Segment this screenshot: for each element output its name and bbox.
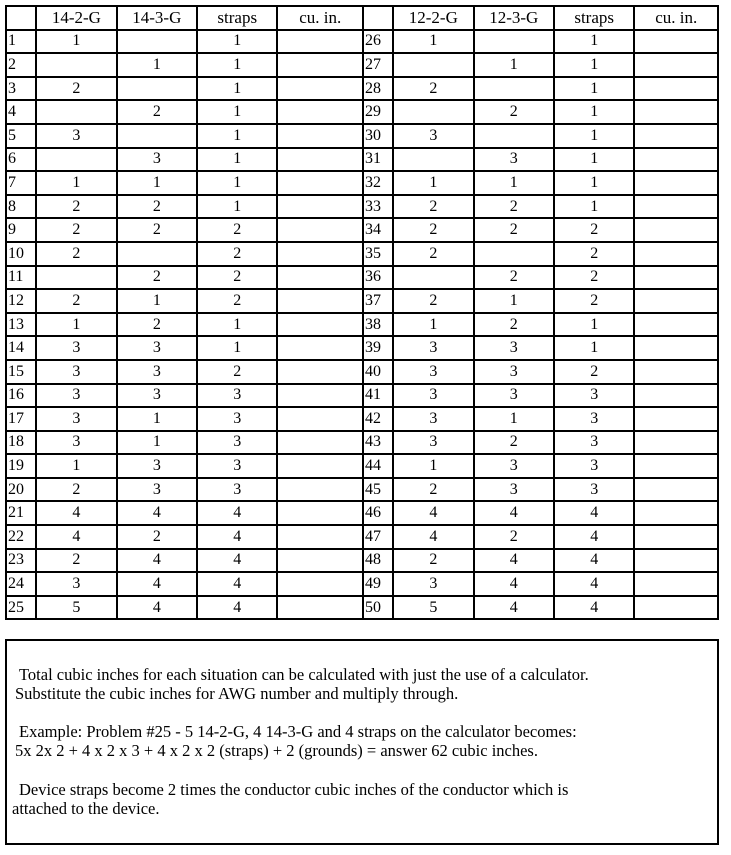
problem-number: 27 (363, 53, 393, 77)
count-12-3-g (474, 124, 554, 148)
count-12-3-g: 1 (474, 171, 554, 195)
problem-number: 16 (6, 384, 36, 408)
count-straps: 4 (554, 501, 634, 525)
count-12-3-g: 4 (474, 572, 554, 596)
cu-in-answer-cell[interactable] (634, 195, 718, 219)
problem-number: 6 (6, 148, 36, 172)
count-straps: 4 (554, 525, 634, 549)
cu-in-answer-cell[interactable] (634, 148, 718, 172)
count-12-2-g (393, 148, 473, 172)
cu-in-answer-cell[interactable] (277, 336, 362, 360)
cu-in-answer-cell[interactable] (634, 77, 718, 101)
count-straps: 3 (197, 407, 277, 431)
count-14-2-g: 2 (36, 242, 116, 266)
problem-number: 24 (6, 572, 36, 596)
count-12-2-g (393, 53, 473, 77)
cu-in-answer-cell[interactable] (634, 572, 718, 596)
cu-in-answer-cell[interactable] (277, 148, 362, 172)
count-12-3-g: 3 (474, 336, 554, 360)
table-row (6, 218, 718, 242)
count-14-2-g: 2 (36, 549, 116, 573)
problem-number: 21 (6, 501, 36, 525)
instructions-box (5, 639, 719, 845)
header-12-3-g: 12-3-G (474, 6, 554, 30)
problem-number: 33 (363, 195, 393, 219)
table-row (6, 242, 718, 266)
problem-number: 50 (363, 596, 393, 620)
count-14-2-g: 2 (36, 478, 116, 502)
cu-in-answer-cell[interactable] (634, 478, 718, 502)
count-straps: 2 (554, 289, 634, 313)
problem-number: 14 (6, 336, 36, 360)
count-12-3-g: 2 (474, 266, 554, 290)
count-straps: 4 (197, 525, 277, 549)
cu-in-answer-cell[interactable] (277, 572, 362, 596)
count-14-3-g: 4 (117, 596, 197, 620)
count-straps: 3 (197, 454, 277, 478)
count-12-3-g: 2 (474, 100, 554, 124)
cu-in-answer-cell[interactable] (634, 549, 718, 573)
table-row (6, 100, 718, 124)
table-row (6, 549, 718, 573)
cu-in-answer-cell[interactable] (634, 266, 718, 290)
problem-number: 3 (6, 77, 36, 101)
problem-number: 2 (6, 53, 36, 77)
cu-in-answer-cell[interactable] (634, 53, 718, 77)
count-14-3-g: 4 (117, 572, 197, 596)
problem-number: 19 (6, 454, 36, 478)
count-12-2-g (393, 100, 473, 124)
count-14-2-g: 3 (36, 572, 116, 596)
header-row (6, 6, 718, 30)
count-14-3-g: 2 (117, 313, 197, 337)
problem-number: 18 (6, 431, 36, 455)
count-14-2-g: 2 (36, 218, 116, 242)
count-12-2-g: 1 (393, 30, 473, 54)
count-12-2-g: 3 (393, 336, 473, 360)
count-12-2-g: 2 (393, 218, 473, 242)
strap-note-line: attached to the device. (12, 799, 160, 818)
count-12-3-g: 4 (474, 501, 554, 525)
count-14-2-g: 2 (36, 289, 116, 313)
problem-number: 45 (363, 478, 393, 502)
count-straps: 1 (554, 313, 634, 337)
problem-number: 29 (363, 100, 393, 124)
problem-number: 34 (363, 218, 393, 242)
count-straps: 3 (197, 478, 277, 502)
count-14-2-g (36, 148, 116, 172)
count-straps: 2 (197, 218, 277, 242)
count-14-3-g: 3 (117, 384, 197, 408)
count-straps: 3 (554, 407, 634, 431)
count-straps: 3 (554, 384, 634, 408)
problem-number: 5 (6, 124, 36, 148)
problem-number: 32 (363, 171, 393, 195)
count-12-3-g: 2 (474, 195, 554, 219)
count-straps: 1 (197, 195, 277, 219)
cu-in-answer-cell[interactable] (634, 360, 718, 384)
cu-in-answer-cell[interactable] (277, 77, 362, 101)
table-row (6, 431, 718, 455)
cu-in-answer-cell[interactable] (277, 266, 362, 290)
count-14-2-g: 1 (36, 30, 116, 54)
problem-number: 44 (363, 454, 393, 478)
cu-in-answer-cell[interactable] (277, 525, 362, 549)
problem-number: 43 (363, 431, 393, 455)
count-12-3-g: 3 (474, 148, 554, 172)
count-12-3-g: 3 (474, 360, 554, 384)
count-14-3-g: 3 (117, 454, 197, 478)
count-straps: 4 (197, 572, 277, 596)
problem-number: 13 (6, 313, 36, 337)
cu-in-answer-cell[interactable] (634, 384, 718, 408)
problem-number: 30 (363, 124, 393, 148)
table-row (6, 407, 718, 431)
cu-in-answer-cell[interactable] (277, 549, 362, 573)
table-row (6, 572, 718, 596)
problem-number: 37 (363, 289, 393, 313)
count-straps: 1 (197, 100, 277, 124)
cu-in-answer-cell[interactable] (277, 454, 362, 478)
table-row (6, 360, 718, 384)
count-straps: 1 (554, 195, 634, 219)
cu-in-answer-cell[interactable] (277, 313, 362, 337)
count-12-2-g: 1 (393, 313, 473, 337)
cu-in-answer-cell[interactable] (634, 596, 718, 620)
count-straps: 3 (197, 384, 277, 408)
count-12-2-g: 2 (393, 77, 473, 101)
problem-number: 49 (363, 572, 393, 596)
cu-in-answer-cell[interactable] (634, 525, 718, 549)
count-14-2-g (36, 266, 116, 290)
table-row (6, 195, 718, 219)
problem-number: 41 (363, 384, 393, 408)
problem-number: 48 (363, 549, 393, 573)
count-14-2-g: 2 (36, 195, 116, 219)
instruction-line: Total cubic inches for each situation can be calculated with just the use of a calculator. (19, 665, 589, 684)
cu-in-answer-cell[interactable] (277, 596, 362, 620)
problem-number: 42 (363, 407, 393, 431)
count-14-2-g: 3 (36, 124, 116, 148)
problem-number: 25 (6, 596, 36, 620)
count-straps: 1 (197, 313, 277, 337)
count-14-3-g: 2 (117, 100, 197, 124)
problem-number: 46 (363, 501, 393, 525)
count-14-3-g: 1 (117, 171, 197, 195)
cu-in-answer-cell[interactable] (277, 384, 362, 408)
problem-number: 39 (363, 336, 393, 360)
table-row (6, 266, 718, 290)
count-straps: 2 (554, 266, 634, 290)
header-14-3-g: 14-3-G (117, 6, 197, 30)
problem-number: 36 (363, 266, 393, 290)
table-row (6, 336, 718, 360)
table-row (6, 171, 718, 195)
cu-in-answer-cell[interactable] (277, 218, 362, 242)
cu-in-answer-cell[interactable] (277, 360, 362, 384)
count-straps: 1 (197, 124, 277, 148)
count-straps: 2 (197, 360, 277, 384)
cu-in-answer-cell[interactable] (277, 407, 362, 431)
count-straps: 2 (554, 360, 634, 384)
count-12-2-g (393, 266, 473, 290)
count-straps: 1 (197, 77, 277, 101)
cu-in-answer-cell[interactable] (634, 289, 718, 313)
count-12-3-g: 1 (474, 407, 554, 431)
cu-in-answer-cell[interactable] (634, 218, 718, 242)
count-14-3-g: 1 (117, 53, 197, 77)
header-straps-right: straps (554, 6, 634, 30)
count-14-3-g: 2 (117, 195, 197, 219)
count-12-2-g: 3 (393, 124, 473, 148)
count-12-3-g: 2 (474, 431, 554, 455)
problem-number: 23 (6, 549, 36, 573)
cu-in-answer-cell[interactable] (277, 30, 362, 54)
problem-number: 10 (6, 242, 36, 266)
table-body (6, 30, 718, 620)
problem-number: 47 (363, 525, 393, 549)
count-straps: 2 (554, 218, 634, 242)
count-straps: 3 (554, 454, 634, 478)
header-12-2-g: 12-2-G (393, 6, 473, 30)
count-14-2-g: 1 (36, 313, 116, 337)
example-line: Example: Problem #25 - 5 14-2-G, 4 14-3-G and 4 straps on the calculator becomes: (19, 722, 577, 741)
count-14-2-g: 4 (36, 525, 116, 549)
example-formula: 5x 2x 2 + 4 x 2 x 3 + 4 x 2 x 2 (straps) + 2 (grounds) = answer 62 cubic inches. (15, 741, 538, 760)
cu-in-answer-cell[interactable] (277, 501, 362, 525)
count-14-3-g (117, 124, 197, 148)
count-straps: 2 (197, 242, 277, 266)
problem-number: 17 (6, 407, 36, 431)
count-14-3-g (117, 30, 197, 54)
table-row (6, 77, 718, 101)
count-14-2-g (36, 53, 116, 77)
problem-number: 28 (363, 77, 393, 101)
count-14-3-g: 4 (117, 501, 197, 525)
problem-number: 1 (6, 30, 36, 54)
count-12-2-g: 5 (393, 596, 473, 620)
count-12-2-g: 3 (393, 572, 473, 596)
table-row (6, 501, 718, 525)
count-straps: 1 (197, 53, 277, 77)
count-12-2-g: 2 (393, 478, 473, 502)
table-row (6, 124, 718, 148)
count-straps: 4 (554, 596, 634, 620)
table-row (6, 53, 718, 77)
count-12-3-g: 3 (474, 478, 554, 502)
cu-in-answer-cell[interactable] (277, 171, 362, 195)
count-straps: 3 (554, 478, 634, 502)
count-14-3-g: 2 (117, 525, 197, 549)
count-12-3-g: 4 (474, 596, 554, 620)
cu-in-answer-cell[interactable] (634, 124, 718, 148)
cu-in-answer-cell[interactable] (634, 407, 718, 431)
table-row (6, 478, 718, 502)
table-row (6, 30, 718, 54)
problem-number: 7 (6, 171, 36, 195)
count-straps: 1 (554, 100, 634, 124)
count-12-3-g (474, 77, 554, 101)
count-straps: 2 (197, 289, 277, 313)
problem-number: 22 (6, 525, 36, 549)
count-14-3-g: 3 (117, 478, 197, 502)
count-12-3-g: 2 (474, 525, 554, 549)
count-14-3-g: 3 (117, 360, 197, 384)
count-12-2-g: 2 (393, 289, 473, 313)
count-straps: 1 (554, 148, 634, 172)
count-12-2-g: 3 (393, 360, 473, 384)
count-12-2-g: 2 (393, 242, 473, 266)
table-row (6, 454, 718, 478)
problem-number: 20 (6, 478, 36, 502)
header-cu-in-right: cu. in. (634, 6, 718, 30)
cu-in-answer-cell[interactable] (634, 171, 718, 195)
count-14-2-g: 2 (36, 77, 116, 101)
count-14-2-g (36, 100, 116, 124)
cu-in-answer-cell[interactable] (277, 289, 362, 313)
header-cu-in-left: cu. in. (277, 6, 362, 30)
count-14-2-g: 3 (36, 431, 116, 455)
count-straps: 1 (554, 77, 634, 101)
problem-number: 4 (6, 100, 36, 124)
count-14-3-g (117, 77, 197, 101)
count-14-2-g: 4 (36, 501, 116, 525)
problem-number: 8 (6, 195, 36, 219)
count-12-3-g: 3 (474, 454, 554, 478)
count-straps: 1 (554, 336, 634, 360)
count-14-3-g: 2 (117, 218, 197, 242)
count-12-2-g: 1 (393, 171, 473, 195)
count-straps: 4 (197, 549, 277, 573)
count-straps: 2 (197, 266, 277, 290)
count-straps: 1 (554, 30, 634, 54)
header-straps-left: straps (197, 6, 277, 30)
problem-number: 26 (363, 30, 393, 54)
count-straps: 1 (197, 30, 277, 54)
count-12-2-g: 3 (393, 407, 473, 431)
count-12-3-g (474, 242, 554, 266)
cu-in-answer-cell[interactable] (634, 454, 718, 478)
cu-in-answer-cell[interactable] (634, 100, 718, 124)
cu-in-answer-cell[interactable] (277, 431, 362, 455)
cu-in-answer-cell[interactable] (634, 501, 718, 525)
box-fill-worksheet-table (5, 5, 719, 620)
problem-number: 15 (6, 360, 36, 384)
problem-number: 31 (363, 148, 393, 172)
count-straps: 4 (554, 572, 634, 596)
count-12-2-g: 2 (393, 195, 473, 219)
cu-in-answer-cell[interactable] (634, 30, 718, 54)
table-row (6, 313, 718, 337)
problem-number: 40 (363, 360, 393, 384)
table-row (6, 596, 718, 620)
header-number-right (363, 6, 393, 30)
cu-in-answer-cell[interactable] (634, 242, 718, 266)
header-number-left (6, 6, 36, 30)
problem-number: 35 (363, 242, 393, 266)
count-12-3-g (474, 30, 554, 54)
cu-in-answer-cell[interactable] (277, 124, 362, 148)
count-14-2-g: 3 (36, 336, 116, 360)
cu-in-answer-cell[interactable] (277, 100, 362, 124)
header-14-2-g: 14-2-G (36, 6, 116, 30)
count-12-2-g: 1 (393, 454, 473, 478)
cu-in-answer-cell[interactable] (634, 431, 718, 455)
problem-number: 11 (6, 266, 36, 290)
count-straps: 4 (197, 501, 277, 525)
count-14-3-g: 1 (117, 289, 197, 313)
count-straps: 1 (197, 336, 277, 360)
count-12-2-g: 4 (393, 525, 473, 549)
count-14-2-g: 3 (36, 360, 116, 384)
count-straps: 1 (197, 171, 277, 195)
count-12-2-g: 4 (393, 501, 473, 525)
table-row (6, 289, 718, 313)
count-straps: 1 (554, 124, 634, 148)
cu-in-answer-cell[interactable] (277, 478, 362, 502)
problem-number: 38 (363, 313, 393, 337)
count-12-3-g: 2 (474, 313, 554, 337)
count-14-3-g (117, 242, 197, 266)
count-14-3-g: 3 (117, 148, 197, 172)
count-12-2-g: 2 (393, 549, 473, 573)
count-straps: 1 (197, 148, 277, 172)
count-14-3-g: 4 (117, 549, 197, 573)
count-straps: 4 (197, 596, 277, 620)
instruction-line: Substitute the cubic inches for AWG number and multiply through. (15, 684, 459, 703)
cu-in-answer-cell[interactable] (277, 195, 362, 219)
count-straps: 1 (554, 171, 634, 195)
cu-in-answer-cell[interactable] (277, 53, 362, 77)
count-straps: 4 (554, 549, 634, 573)
table-row (6, 148, 718, 172)
cu-in-answer-cell[interactable] (634, 313, 718, 337)
count-12-3-g: 1 (474, 289, 554, 313)
count-12-3-g: 4 (474, 549, 554, 573)
cu-in-answer-cell[interactable] (277, 242, 362, 266)
cu-in-answer-cell[interactable] (634, 336, 718, 360)
count-12-2-g: 3 (393, 431, 473, 455)
count-straps: 3 (554, 431, 634, 455)
count-14-3-g: 3 (117, 336, 197, 360)
count-straps: 2 (554, 242, 634, 266)
count-14-2-g: 1 (36, 454, 116, 478)
count-14-2-g: 3 (36, 407, 116, 431)
count-straps: 1 (554, 53, 634, 77)
count-12-3-g: 2 (474, 218, 554, 242)
problem-number: 9 (6, 218, 36, 242)
table-row (6, 525, 718, 549)
count-12-3-g: 3 (474, 384, 554, 408)
count-14-2-g: 1 (36, 171, 116, 195)
count-14-2-g: 3 (36, 384, 116, 408)
count-14-3-g: 1 (117, 431, 197, 455)
strap-note-line: Device straps become 2 times the conductor cubic inches of the conductor which is (19, 780, 569, 799)
count-12-3-g: 1 (474, 53, 554, 77)
problem-number: 12 (6, 289, 36, 313)
count-14-2-g: 5 (36, 596, 116, 620)
count-straps: 3 (197, 431, 277, 455)
table-row (6, 384, 718, 408)
count-12-2-g: 3 (393, 384, 473, 408)
count-14-3-g: 2 (117, 266, 197, 290)
count-14-3-g: 1 (117, 407, 197, 431)
